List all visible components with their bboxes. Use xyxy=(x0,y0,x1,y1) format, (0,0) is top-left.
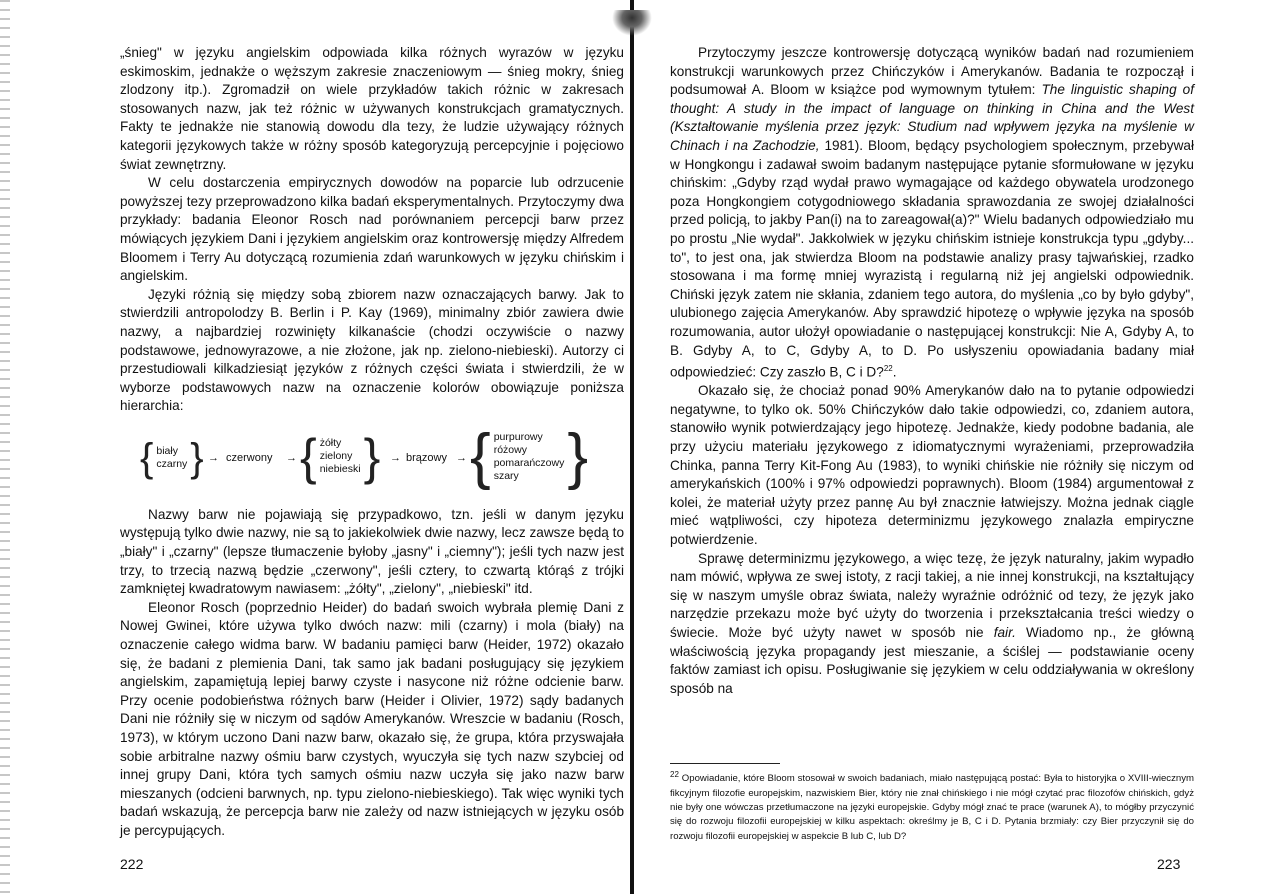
right-text-column xyxy=(670,44,1194,698)
hierarchy-group-1: { biały czarny } xyxy=(140,435,204,480)
left-paragraph-5: Eleonor Rosch (poprzednio Heider) do badań swoich wybrała plemię Dani z Nowej Gwinei, które używa tylko dwóch nazw: mili (czarny) i mola (biały) na oznaczenie całego widma barw. W badaniu pamięci barw (Heider, 1972) okazało się, że badani z plemienia Dani, tak samo jak badani posługujący się językiem angielskim, zapamiętują lepiej barwy czyste i nasycone niż różne odcienie barw. Przy ocenie podobieństwa różnych barw (Heider i Olivier, 1972) sądy badanych Dani nie różniły się w niczym od sądów Amerykanów. Wreszcie w badaniu (Rosch, 1973), w którym uczono Dani nazw barw, okazało się, że grupa, która przyswajała sobie arbitralne nazwy ośmiu barw czystych, wyuczyła się tych nazw szybciej od innej grupy Dani, która tych samych ośmiu nazw uczyła się jako nazw barw mieszanych (odcieni barwnych, np. typu zielono-niebieskiego). Tak więc wyniki tych badań wskazują, że percepcja barw nie zależy od nazw istniejących w języku osób je percypujących. xyxy=(120,599,624,838)
hierarchy-item: brązowy xyxy=(406,451,447,464)
right-paragraph-2: Okazało się, że chociaż ponad 90% Amerykanów dało na to pytanie odpowiedzi negatywne, to tylko ok. 50% Chińczyków dało takie odpowiedzi, co, zdaniem autora, stanowiło wynik potwierdzający jego hipotezę. Jednakże, kiedy podobne badania, ale przy użyciu materiału językowego z idiomatycznymi wyrażeniami, przeprowadziła Chinka, panna Terry Kit-Fong Au (1983), to wyniki chińskie nie różniły się niczym od amerykańskich (100% i 97% odpowiedzi poprawnych). Bloom (1984) argumentował z kolei, że materiał użyty przez pannę Au był znacznie łatwiejszy. Można jednak ciągle mieć wątpliwości, czy hipoteza determinizmu językowego znalazła empiryczne potwierdzenie. xyxy=(670,383,1194,547)
footnote-divider xyxy=(670,763,780,764)
color-hierarchy-diagram xyxy=(120,420,624,500)
left-paragraph-4: Nazwy barw nie pojawiają się przypadkowo, tzn. jeśli w danym języku występują tylko dwie nazwy, nie są to jakiekolwiek dwie nazwy, lecz zawsze będą to „biały" i „czarny" (lepsze tłumaczenie byłoby „jasny" i „ciemny"); jeśli tych nazw jest trzy, to trzecią nazwą będzie „czerwony", jeśli cztery, to czwartą którąś z trójki zamkniętej kwadratowym nawiasem: „żółty", „zielony", „niebieski" itd. xyxy=(120,506,624,597)
left-text-column xyxy=(120,44,624,841)
hierarchy-item: biały xyxy=(156,444,178,457)
left-paragraph-2: W celu dostarczenia empirycznych dowodów na poparcie lub odrzucenie powyższej tezy przeprowadzono kilka badań eksperymentalnych. Przytoczymy dwa przykłady: badania Eleonor Rosch nad porównaniem percepcji barw przez mówiących językiem Dani i językiem angielskim oraz kontrowersję między Alfredem Bloomem i Terry Au dotyczącą rozumienia zdań warunkowych w języku chińskim i angielskim. xyxy=(120,175,624,284)
hierarchy-item: zielony xyxy=(319,450,353,463)
book-title-italic: The linguistic shaping of thought: A study in the impact of language on thinking in China and the West (Kształtowanie myślenia przez język: Studium nad wpływem języka na myślenie w Chinach i na Zachodzie, xyxy=(670,82,1194,153)
hierarchy-group-3: { żółty zielony niebieski } xyxy=(300,428,381,485)
left-paragraph-1: „śnieg" w języku angielskim odpowiada kilka różnych wyrazów w języku eskimoskim, jednakże o węższym zakresie znaczeniowym — śnieg mokry, śnieg zlodzony itp.). Zgromadził on wiele przykładów takich różnic w zakresach stosowanych nazw, jak też różnic w używanych konstrukcjach gramatycznych. Fakty te jednakże nie stanowią dowodu dla tezy, że ludzie używający różnych kategorii językowych także w różny sposób kategoryzują percepcyjnie i pojęciowo świat zewnętrzny. xyxy=(120,45,624,172)
hierarchy-item: czarny xyxy=(156,457,188,470)
hierarchy-group-5: { purpurowy różowy pomarańczowy szary } xyxy=(470,421,589,491)
arrow-icon: → xyxy=(456,451,467,464)
hierarchy-item: żółty xyxy=(319,437,342,450)
footnote-number: 22 xyxy=(670,770,679,779)
arrow-icon: → xyxy=(208,451,219,464)
right-page xyxy=(634,0,1262,894)
footnote-22: $^{22}$ Opowiadanie, które Bloom stosował w swoich badaniach, miało następującą postać: Była to historyjka o XVIII-wiecznym fikcyjnym filozofie europejskim, nazwiskiem Bier, który nie znał chińskiego i nie mógł czytać prac filozofów chińskich, gdyż nie były one wówczas przetłumaczone na języki europejskie. Gdyby mógł znać te prace (warunek A), to mógłby przyczynić się do rozwoju filozofii europejskiej w kilku aspektach: określmy je B, C i D. Pytania brzmiały: czy Bier przyczynił się do rozwoju filozofii europejskiej w aspekcie B lub C, lub D? xyxy=(670,770,1195,842)
hierarchy-item: czerwony xyxy=(226,451,273,464)
footnote-ref: 22 xyxy=(883,364,893,374)
left-paragraph-3: Języki różnią się między sobą zbiorem nazw oznaczających barwy. Jak to stwierdzili antropolodzy B. Berlin i P. Kay (1969), minimalny zbiór zawiera dwie nazwy, a najbardziej rozwinięty kilkanaście (chodzi oczywiście o nazwy podstawowe, jednowyrazowe, a nie złożone, jak np. zielono-niebieski). Autorzy ci przestudiowali kilkadziesiąt języków z różnych części świata i stwierdzili, że w wyborze podstawowych nazw na oznaczenie kolorów obowiązuje poniższa hierarchia: xyxy=(120,286,624,414)
hierarchy-item: purpurowy xyxy=(493,430,543,443)
right-paragraph-3: Sprawę determinizmu językowego, a więc tezę, że język naturalny, jakim wypadło nam mówić, wpływa ze swej istoty, z racji takiej, a nie innej konstrukcji, na kształtujący się w naszym umyśle obraz świata, należy wyraźnie odróżnić od tezy, że język jako narzędzie przekazu może być użyty do tworzenia i przekształcania treści wiedzy o świecie. Może być użyty nawet w sposób nie fair. Wiadomo np., że główną właściwością języka propagandy jest mieszanie, a ściślej — podstawianie oceny faktów zamiast ich opisu. Posługiwanie się językiem w celu oddziaływania w określony sposób na xyxy=(670,550,1194,696)
page-number-right: 223 xyxy=(1157,856,1181,872)
hierarchy-item: pomarańczowy xyxy=(493,456,565,469)
right-paragraph-1: Przytoczymy jeszcze kontrowersję dotyczącą wyników badań nad rozumieniem konstrukcji warunkowych przez Chińczyków i Amerykanów. Badania te rozpoczął i podsumował A. Bloom w książce pod wymownym tytułem: The linguistic shaping of thought: A study in the impact of language on thinking in China and the West (Kształtowanie myślenia przez język: Studium nad wpływem języka na myślenie w Chinach i na Zachodzie, 1981). Bloom, będący psychologiem społecznym, przebywał w Hongkongu i zadawał swoim badanym następujące pytanie sformułowane w języku chińskim: „Gdyby rząd wydał prawo wymagające od każdego obywatela urodzonego poza Hongkongiem cotygodniowego składania sprawozdania ze swojej działalności przed policją, to jakby Pan(i) na to zareagował(a)?" Wielu badanych odpowiedziało mu po prostu „Nie wydał". Jakkolwiek w języku chińskim istnieje konstrukcja typu „gdyby... to", to jest ona, jak stwierdza Bloom na podstawie analizy prasy tajwańskiej, rzadko stosowana i ma formę mniej wyrazistą i regularną niż jej angielski odpowiednik. Chiński język zatem nie skłania, zdaniem tego autora, do myślenia „co by było gdyby", ulubionego zajęcia Amerykanów. Aby sprawdzić hipotezę o wpływie języka na sposób rozumowania, autor ułożył opowiadanie o następującej konstrukcji: Nie A, Gdyby A, to B. Gdyby A, to C, Gdyby A, to D. Po usłyszeniu opowiadania badany miał odpowiedzieć: Czy zaszło B, C i D?$^{22}$. xyxy=(670,45,1195,380)
hierarchy-item: niebieski xyxy=(319,463,361,476)
arrow-icon: → xyxy=(390,451,401,464)
arrow-icon: → xyxy=(286,451,297,464)
hierarchy-item: różowy xyxy=(493,443,527,456)
hierarchy-item: szary xyxy=(493,469,519,482)
page-number-left: 222 xyxy=(120,856,144,872)
